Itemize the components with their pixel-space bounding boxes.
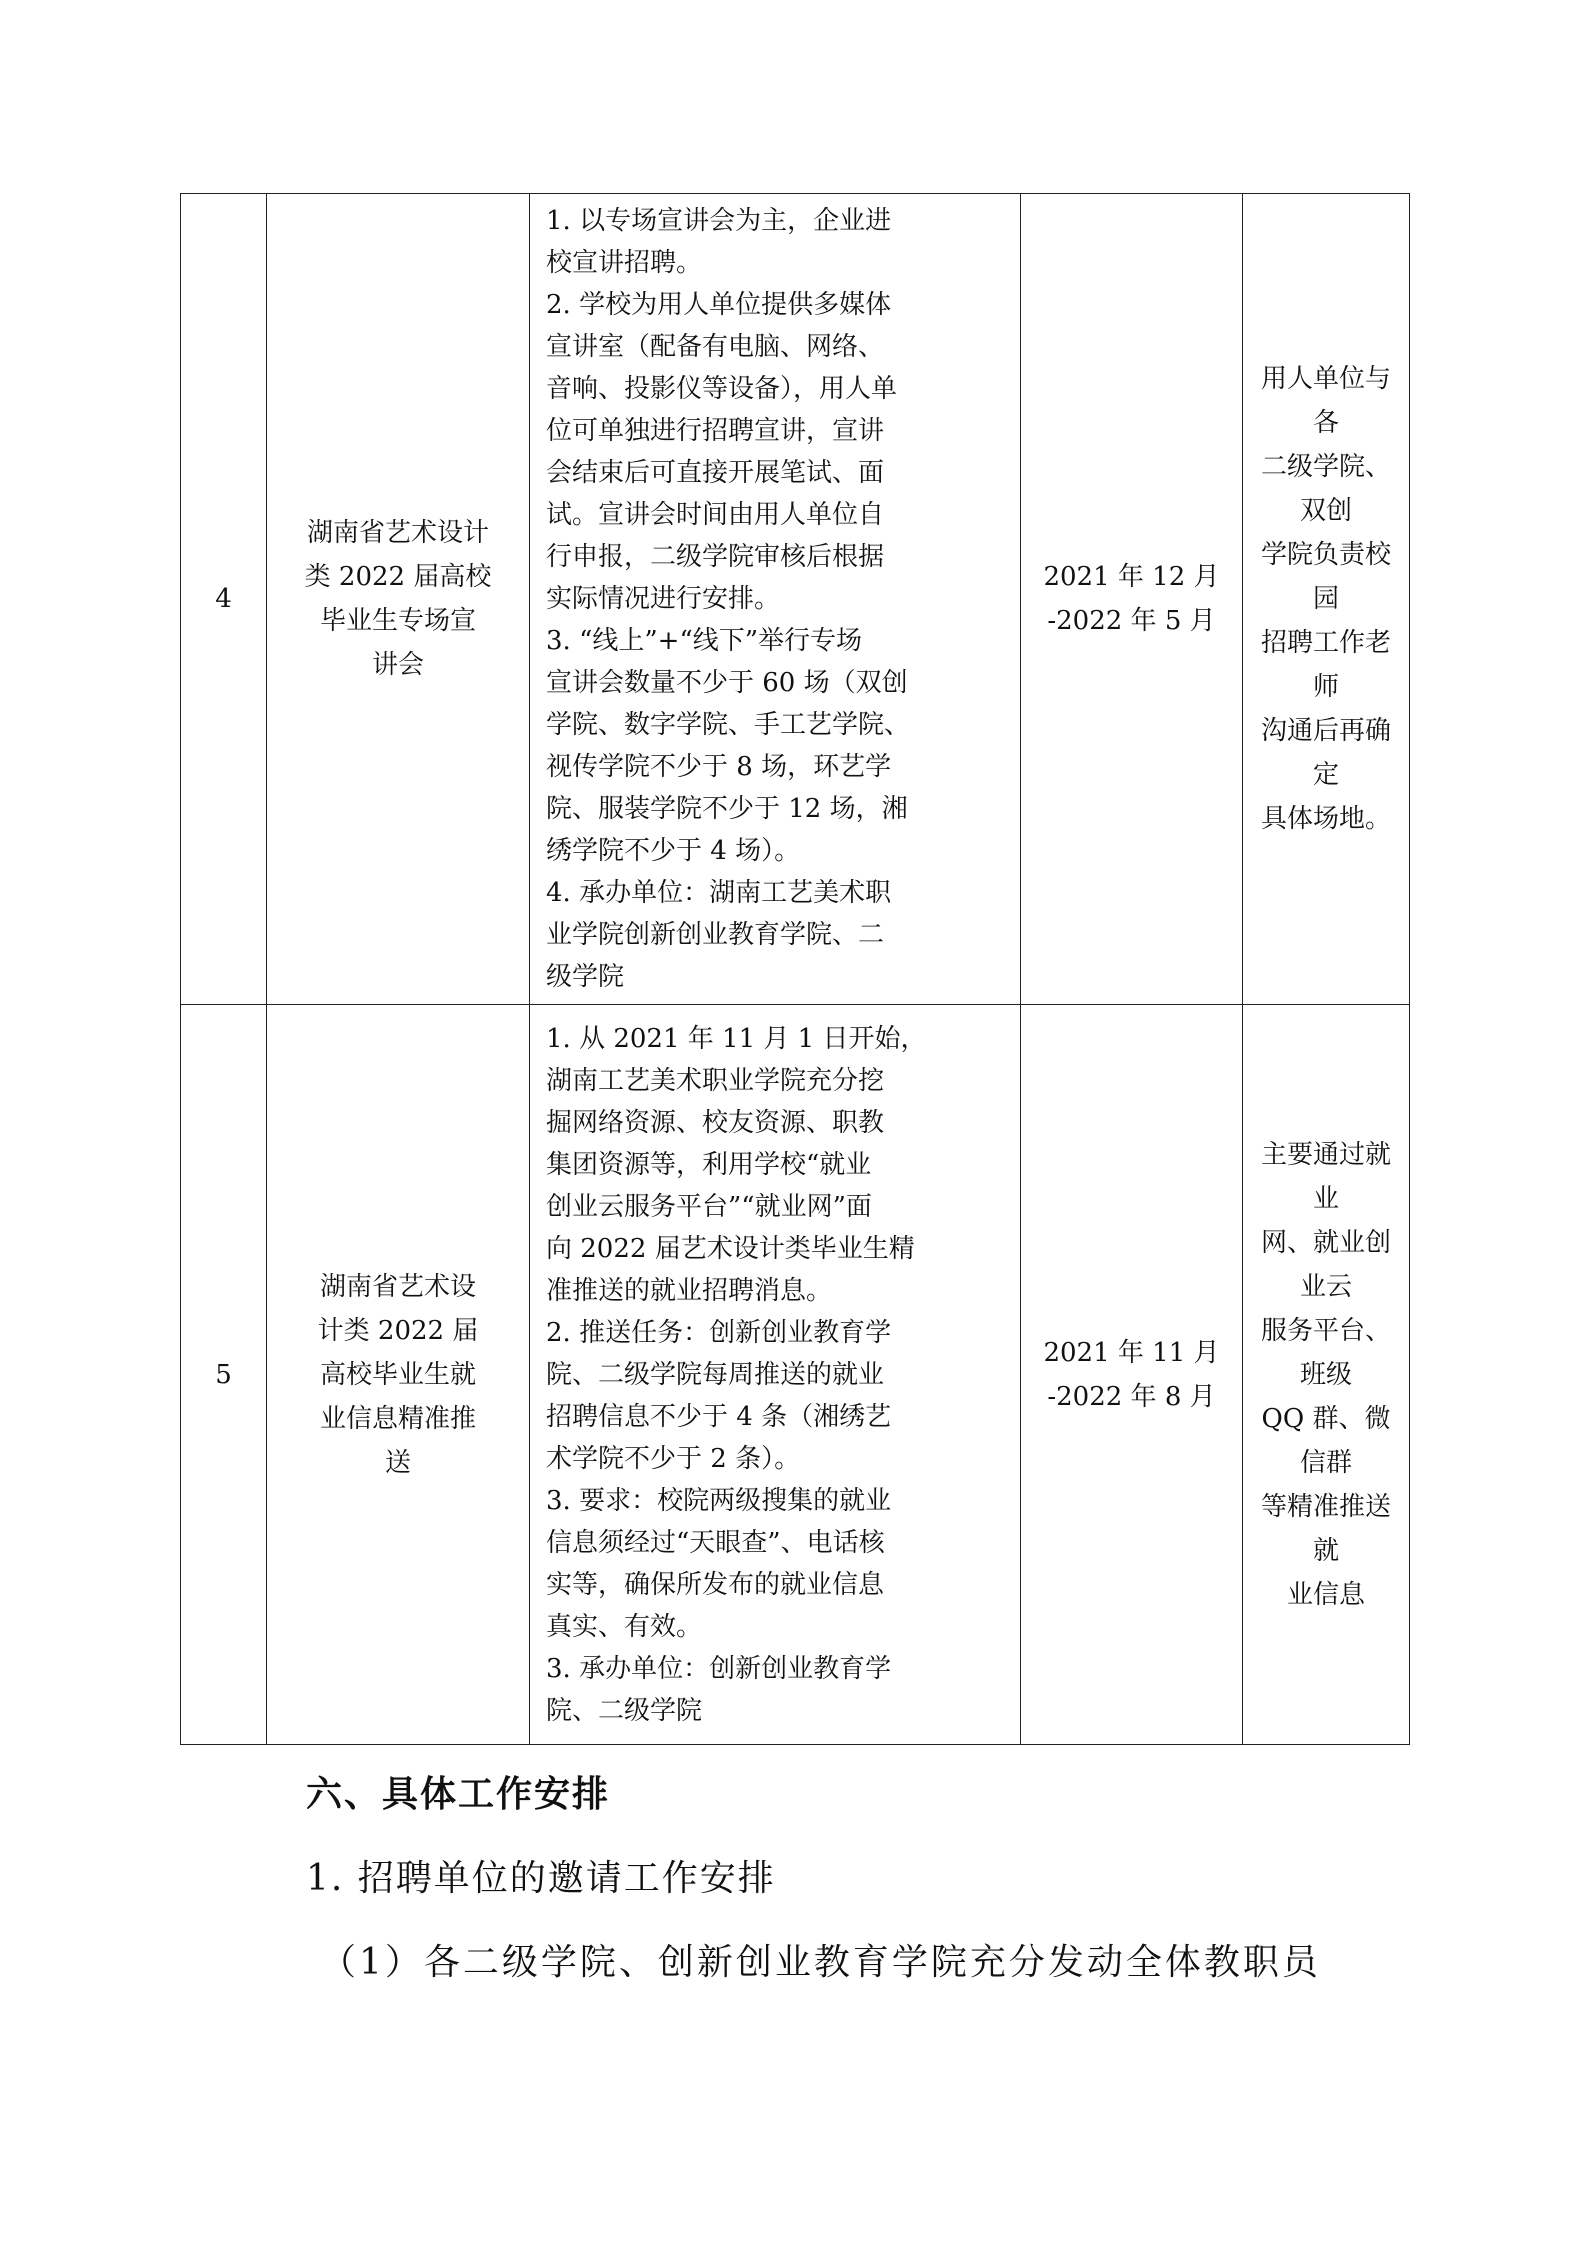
text-line: 湖南省艺术设 [319, 1271, 476, 1302]
text-line: 沟通后再确定 [1260, 716, 1391, 790]
text-line: 送 [384, 1447, 411, 1478]
text-line: 校宣讲招聘。 [546, 248, 703, 278]
text-line: 宣讲会数量不少于 60 场（双创 [546, 668, 908, 698]
text-line: 院、服装学院不少于 12 场，湘 [546, 794, 908, 824]
table-row [181, 194, 1410, 1005]
text-line: 创业云服务平台”“就业网”面 [546, 1191, 872, 1222]
text-line: 术学院不少于 2 条）。 [546, 1443, 801, 1474]
text-line: 掘网络资源、校友资源、职教 [546, 1107, 885, 1138]
text-line: 实际情况进行安排。 [546, 584, 781, 614]
text-line: 试。宣讲会时间由用人单位自 [546, 500, 885, 530]
text-line: 湖南工艺美术职业学院充分挖 [546, 1065, 885, 1096]
activity-name [267, 194, 530, 1005]
text-line: 1. 以专场宣讲会为主，企业进 [546, 206, 892, 236]
text-line: 服务平台、班级 [1260, 1315, 1391, 1390]
text-line: 二级学院、双创 [1260, 452, 1391, 526]
text-line: 主要通过就业 [1260, 1139, 1391, 1214]
text-line: 招聘工作老师 [1260, 628, 1391, 702]
text-line: 等精准推送就 [1260, 1491, 1391, 1566]
text-line: 向 2022 届艺术设计类毕业生精 [546, 1233, 915, 1264]
text-line: 准推送的就业招聘消息。 [546, 1275, 833, 1306]
text-line: 毕业生专场宣 [319, 606, 476, 636]
text-line: 用人单位与各 [1260, 364, 1391, 438]
text-line: 2021 年 12 月 [1043, 562, 1220, 592]
text-line: 招聘信息不少于 4 条（湘绣艺 [546, 1401, 892, 1432]
text-line: 实等，确保所发布的就业信息 [546, 1569, 885, 1600]
row-number: 5 [181, 1005, 267, 1745]
text-line: 视传学院不少于 8 场，环艺学 [546, 752, 892, 782]
text-line: 院、二级学院每周推送的就业 [546, 1359, 885, 1390]
text-line: 业信息 [1286, 1579, 1365, 1610]
text-line: 计类 2022 届 [317, 1315, 479, 1346]
body-paragraph: （1）各二级学院、创新创业教育学院充分发动全体教职员 [320, 1942, 1321, 1983]
text-line: 2021 年 11 月 [1043, 1337, 1220, 1368]
text-line: 院、二级学院 [546, 1695, 703, 1726]
text-line: 信息须经过“天眼查”、电话核 [546, 1527, 885, 1558]
activity-content [530, 194, 1021, 1005]
text-line: 学院、数字学院、手工艺学院、 [546, 710, 911, 740]
text-line: 3. “线上”+“线下”举行专场 [546, 626, 863, 656]
text-line: 湖南省艺术设计 [306, 518, 489, 548]
section-heading: 六、具体工作安排 [306, 1774, 611, 1815]
text-line: 集团资源等，利用学校“就业 [546, 1149, 872, 1180]
text-line: -2022 年 5 月 [1047, 606, 1216, 636]
text-line: 讲会 [371, 650, 424, 680]
activity-note [1243, 194, 1410, 1005]
text-line: 3. 承办单位：创新创业教育学 [546, 1653, 892, 1684]
text-line: 行申报，二级学院审核后根据 [546, 542, 885, 572]
activity-time [1021, 1005, 1243, 1745]
text-line: 音响、投影仪等设备），用人单 [546, 374, 898, 404]
text-line: 网、就业创业云 [1260, 1227, 1391, 1302]
text-line: 4. 承办单位：湖南工艺美术职 [546, 878, 892, 908]
text-line: 宣讲室（配备有电脑、网络、 [546, 332, 885, 362]
text-line: QQ 群、微信群 [1261, 1403, 1391, 1478]
activity-note [1243, 1005, 1410, 1745]
text-line: 类 2022 届高校 [304, 562, 492, 592]
text-line: 1. 从 2021 年 11 月 1 日开始， [546, 1023, 927, 1054]
row-number: 4 [181, 194, 267, 1005]
text-line: 业信息精准推 [319, 1403, 476, 1434]
text-line: 具体场地。 [1260, 804, 1391, 834]
activity-time [1021, 194, 1243, 1005]
activity-name [267, 1005, 530, 1745]
text-line: 级学院 [546, 962, 625, 992]
text-line: 2. 推送任务：创新创业教育学 [546, 1317, 892, 1348]
work-plan-table [180, 193, 1410, 1745]
text-line: 会结束后可直接开展笔试、面 [546, 458, 885, 488]
text-line: 绣学院不少于 4 场）。 [546, 836, 801, 866]
text-line: 真实、有效。 [546, 1611, 703, 1642]
activity-content [530, 1005, 1021, 1745]
text-line: 高校毕业生就 [319, 1359, 476, 1390]
text-line: -2022 年 8 月 [1047, 1381, 1216, 1412]
table-row [181, 1005, 1410, 1745]
text-line: 3. 要求：校院两级搜集的就业 [546, 1485, 892, 1516]
text-line: 2. 学校为用人单位提供多媒体 [546, 290, 892, 320]
sub-heading: 1. 招聘单位的邀请工作安排 [306, 1858, 776, 1899]
text-line: 学院负责校园 [1260, 540, 1391, 614]
text-line: 业学院创新创业教育学院、二 [546, 920, 885, 950]
text-line: 位可单独进行招聘宣讲，宣讲 [546, 416, 885, 446]
